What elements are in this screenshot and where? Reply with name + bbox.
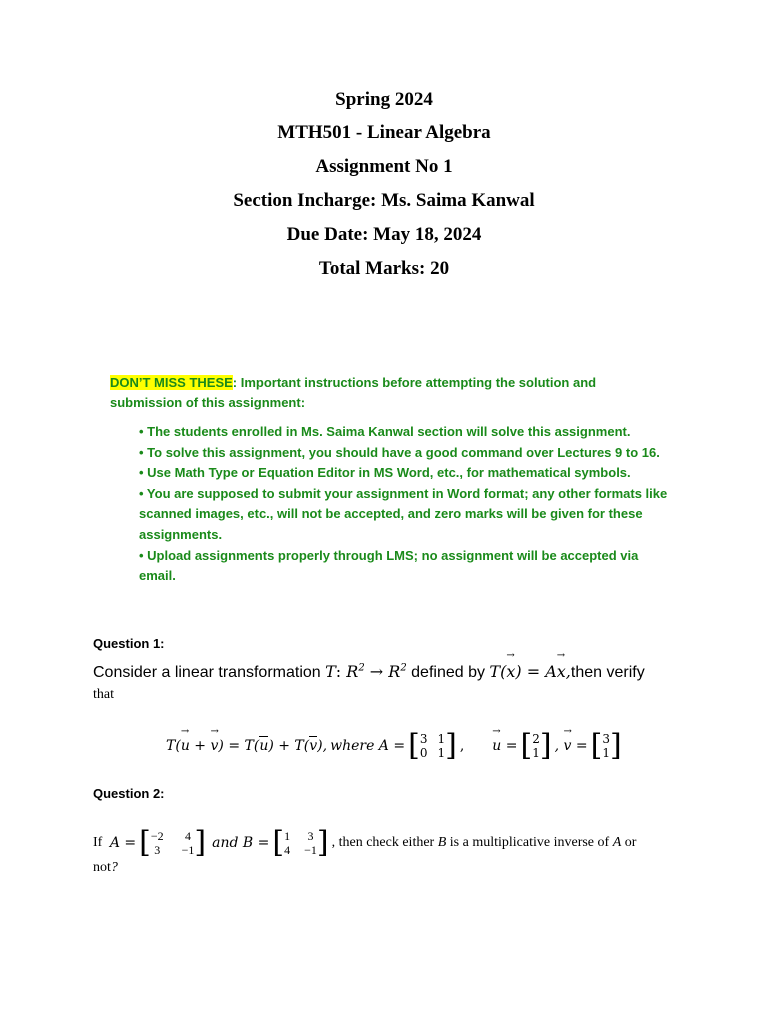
- question2-heading: Question 2:: [93, 786, 165, 801]
- q1-where: where A =: [330, 738, 406, 754]
- matrix-B: [ 1 3 4 −1 ]: [272, 825, 329, 860]
- due-date: Due Date: May 18, 2024: [286, 224, 482, 245]
- question1-text: Consider a linear transformation T: $R^2 \to R^2$ defined by T(→ x) = A→ x,then verify: [93, 662, 645, 682]
- semester-title: Spring 2024: [335, 89, 433, 110]
- matrix-entry: −2: [150, 829, 164, 843]
- instruction-item: • The students enrolled in Ms. Saima Kanwal section will solve this assignment.: [139, 424, 631, 439]
- q1-text-a: Consider a linear transformation: [93, 664, 326, 681]
- assignment-title: Assignment No 1: [315, 156, 453, 177]
- matrix-A2: [ −2 4 3 −1 ]: [139, 825, 207, 860]
- matrix-entry: 3: [307, 829, 314, 843]
- vector-entry: 3: [602, 732, 610, 746]
- matrix-entry: −1: [181, 843, 195, 857]
- matrix-entry: 3: [154, 843, 161, 857]
- vector-entry: 1: [532, 746, 540, 760]
- q2-if: If: [93, 835, 106, 850]
- matrix-entry: 0: [419, 746, 428, 760]
- question1-equation: T(→ u + → v) = T(u) + T(v), where A = [ 3 1 0 1 ] , → u = [ 2 1 ] , → v = [ 3 1 ]: [166, 728, 625, 764]
- vector-u: [ 2 1 ]: [520, 728, 552, 763]
- instructions-intro: [110, 373, 630, 413]
- vector-entry: 1: [602, 746, 610, 760]
- instruction-item: • To solve this assignment, you should have a good command over Lectures 9 to 16.: [139, 444, 660, 460]
- instruction-list: [139, 422, 669, 587]
- q2-and: and B =: [212, 835, 270, 851]
- instruction-item: • You are supposed to submit your assignment in Word format; any other formats like scanned images, etc., will not be accepted, and zero marks will be given for these assignments.: [139, 485, 668, 542]
- matrix-entry: 4: [284, 843, 291, 857]
- matrix-entry: 4: [185, 829, 192, 843]
- course-title: MTH501 - Linear Algebra: [277, 122, 491, 143]
- q2-text-b: is a multiplicative inverse of: [446, 835, 613, 850]
- matrix-entry: 1: [437, 732, 446, 746]
- q2-qmark: ?: [110, 860, 118, 875]
- matrix-entry: 1: [437, 746, 446, 760]
- question2-not: [93, 860, 118, 876]
- matrix-entry: −1: [304, 843, 317, 857]
- q2-text-a: , then check either: [331, 835, 438, 850]
- question1-heading: Question 1:: [93, 636, 165, 651]
- vector-v: [ 3 1 ]: [590, 728, 622, 763]
- instructions-text: : Important instructions before attempting the solution and submission of this assignment:: [110, 375, 597, 410]
- q1-text-b: defined by: [411, 664, 490, 681]
- instruction-item: • Upload assignments properly through LMS; no assignment will be accepted via email.: [139, 547, 639, 584]
- total-marks: Total Marks: 20: [318, 258, 450, 279]
- highlight-label: DON’T MISS THESE: [110, 375, 233, 390]
- q1-math-T: T: [325, 662, 336, 681]
- vector-entry: 2: [532, 732, 540, 746]
- q1-math-R2: $R^2 \to R^2$: [346, 662, 407, 681]
- instruction-item: • Use Math Type or Equation Editor in MS Word, etc., for mathematical symbols.: [139, 465, 631, 481]
- matrix-entry: 3: [419, 732, 428, 746]
- q1-text-c: then verify: [570, 664, 645, 681]
- question2-text: If A = [ −2 4 3 −1 ] and B = [ 1 3 4 −1 ] , then check either B is a multiplicative inverse of A or: [93, 825, 637, 860]
- section-incharge: Section Incharge: Ms. Saima Kanwal: [233, 190, 535, 211]
- q2-not: not: [93, 860, 111, 875]
- matrix-A: [ 3 1 0 1 ]: [408, 728, 457, 763]
- matrix-entry: 1: [284, 829, 291, 843]
- question1-that: that: [93, 687, 114, 702]
- q1-math-Tx: T(→ x) = A→ x,: [489, 662, 570, 681]
- q2-text-c: or: [621, 835, 637, 850]
